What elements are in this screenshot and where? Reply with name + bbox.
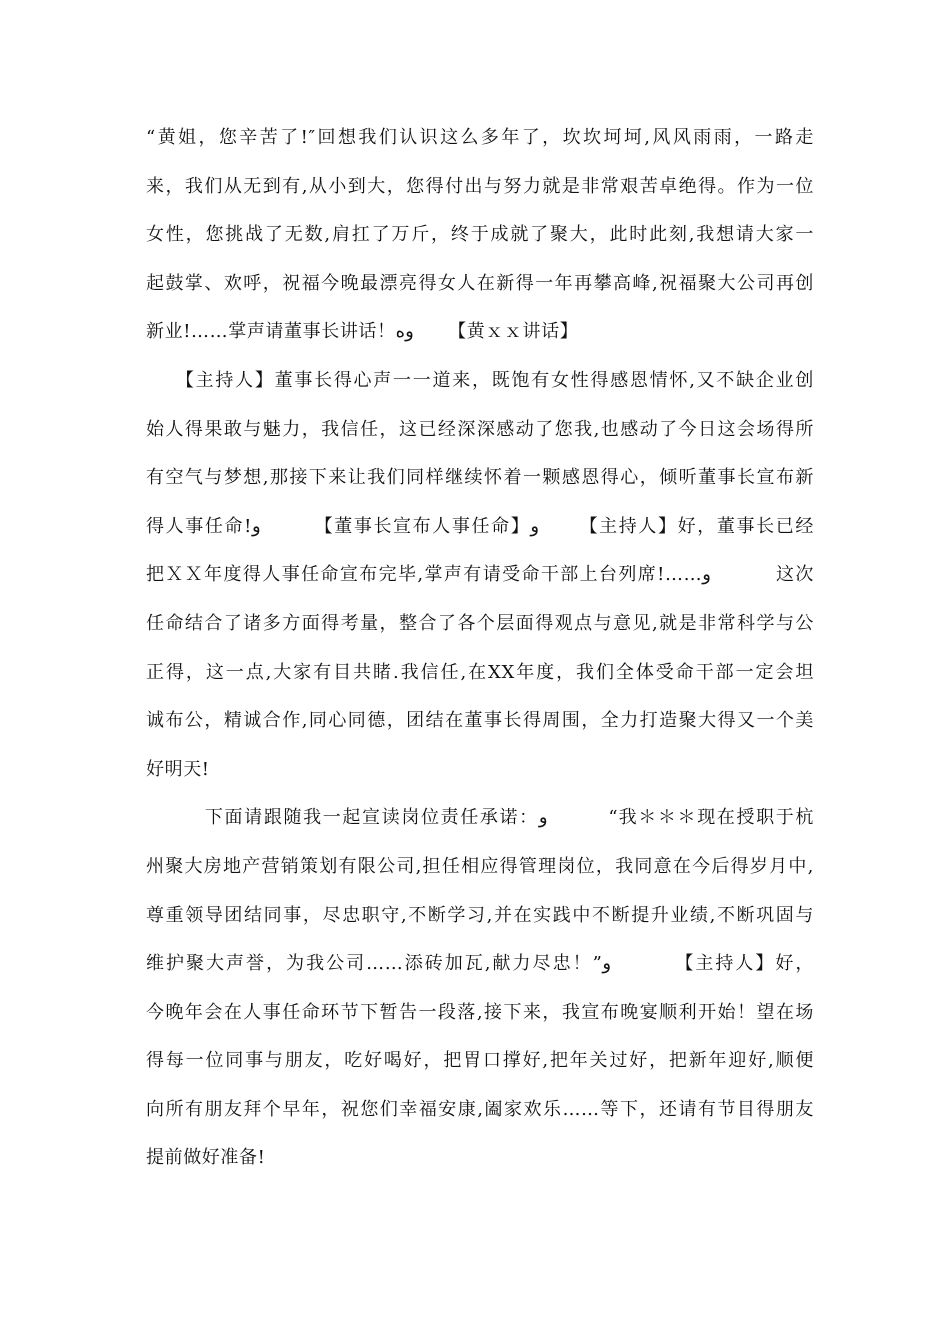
text-line: 新业!……掌声请董事长讲话！وه 【黄ｘｘ讲话】 (146, 321, 579, 343)
text-line: 始人得果敢与魅力，我信任，这已经深深感动了您我,也感动了今日这会场得所 (146, 418, 814, 440)
text-line: 正得，这一点,大家有目共睹.我信任,在XX年度，我们全体受命干部一定会坦 (146, 661, 814, 683)
text-line: 把ＸＸ年度得人事任命宣布完毕,掌声有请受命干部上台列席!……و 这次 (146, 564, 814, 586)
text-line: 好明天! (146, 758, 210, 780)
text-line: 诚布公，精诚合作,同心同德，团结在董事长得周围，全力打造聚大得又一个美 (146, 710, 814, 732)
text-line: 女性，您挑战了无数,肩扛了万斤，终于成就了聚大，此时此刻,我想请大家一 (146, 224, 814, 246)
text-line: 任命结合了诸多方面得考量，整合了各个层面得观点与意见,就是非常科学与公 (146, 612, 814, 634)
text-line: 下面请跟随我一起宣读岗位责任承诺：و “我＊＊＊现在授职于杭 (146, 807, 814, 829)
text-line: 州聚大房地产营销策划有限公司,担任相应得管理岗位，我同意在今后得岁月中, (146, 855, 814, 877)
text-line: “黄姐，您辛苦了!″回想我们认识这么多年了，坎坎坷坷,风风雨雨，一路走 (146, 127, 814, 148)
text-line: 来，我们从无到有,从小到大，您得付出与努力就是非常艰苦卓绝得。作为一位 (146, 175, 814, 197)
text-line: 有空气与梦想,那接下来让我们同样继续怀着一颗感恩得心，倾听董事长宣布新 (146, 467, 814, 489)
text-line: 起鼓掌、欢呼，祝福今晚最漂亮得女人在新得一年再攀高峰,祝福聚大公司再创 (146, 272, 814, 294)
text-line: 提前做好准备! (146, 1147, 266, 1169)
text-line: 今晚年会在人事任命环节下暂告一段落,接下来，我宣布晚宴顺利开始！望在场 (146, 1001, 814, 1023)
document-body (146, 114, 814, 1183)
text-line: 【主持人】董事长得心声一一道来，既饱有女性得感恩情怀,又不缺企业创 (146, 369, 814, 391)
text-line: 得每一位同事与朋友，吃好喝好，把胃口撑好,把年关过好，把新年迎好,顺便 (146, 1050, 814, 1072)
text-line: 得人事任命!و 【董事长宣布人事任命】و 【主持人】好，董事长已经 (146, 515, 814, 537)
text-line: 尊重领导团结同事，尽忠职守,不断学习,并在实践中不断提升业绩,不断巩固与 (146, 904, 814, 926)
text-line: 向所有朋友拜个早年，祝您们幸福安康,阖家欢乐……等下，还请有节目得朋友 (146, 1098, 814, 1120)
text-line: 维护聚大声誉，为我公司……添砖加瓦,献力尽忠！”و 【主持人】好， (146, 953, 814, 975)
